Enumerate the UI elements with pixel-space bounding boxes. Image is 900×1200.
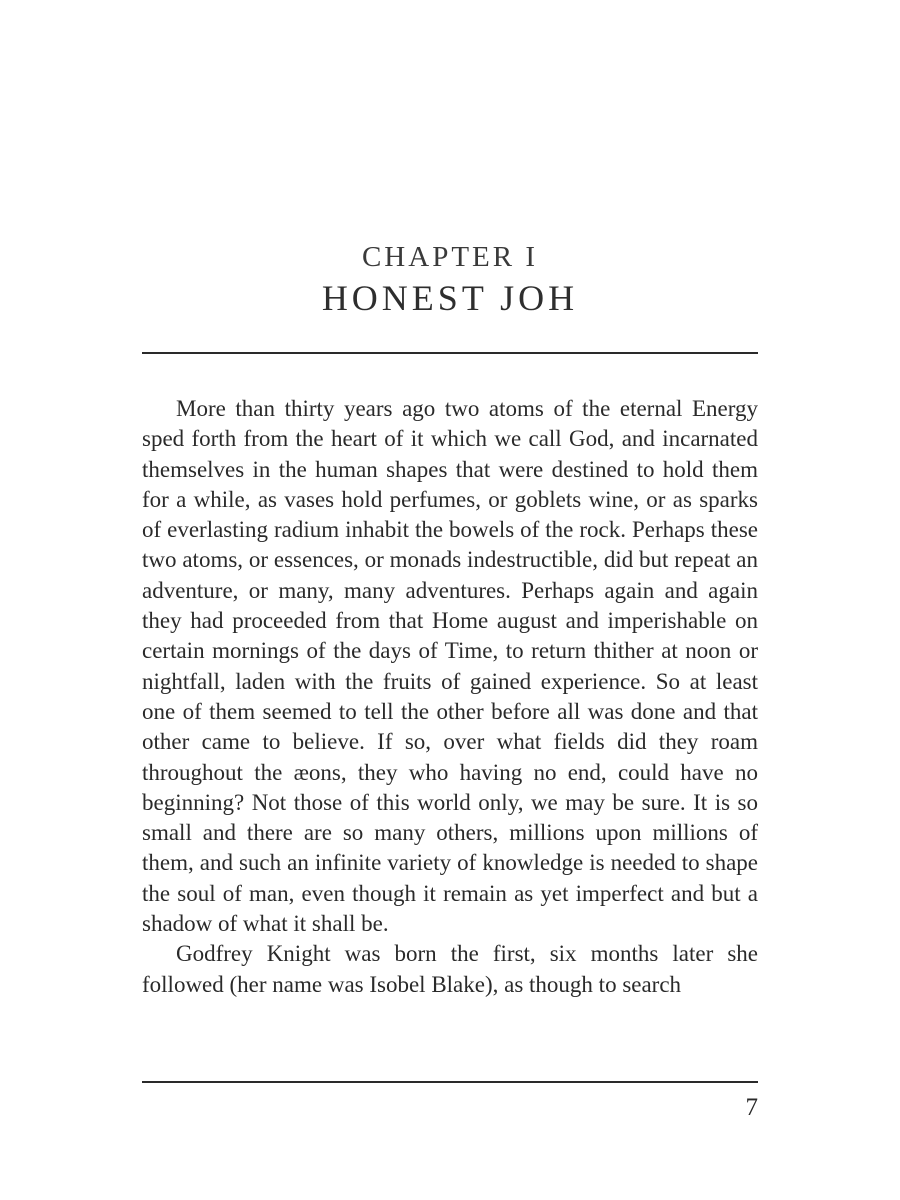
- body-text: [142, 394, 758, 1000]
- chapter-title: HONEST JOH: [321, 278, 579, 318]
- paragraph-2: Godfrey Knight was born the first, six months later she followed (her name was Isobel Blake), as though to search: [142, 941, 758, 997]
- chapter-number: CHAPTER I: [361, 241, 539, 273]
- paragraph-1: More than thirty years ago two atoms of the eternal Energy sped forth from the heart of it which we call God, and incarnated themselves in the human shapes that were destined to hold them for a while, as vases hold perfumes, or goblets wine, or as sparks of everlasting radium inhabit the bowels of the rock. Perhaps these two atoms, or essences, or monads indestructible, did but repeat an adventure, or many, many adventures. Perhaps again and again they had proceeded from that Home august and imperishable on certain mornings of the days of Time, to return thither at noon or nightfall, laden with the fruits of gained experience. So at least one of them seemed to tell the other before all was done and that other came to believe. If so, over what fields did they roam throughout the æons, they who having no end, could have no beginning? Not those of this world only, we may be sure. It is so small and there are so many others, millions upon millions of them, and such an infinite variety of knowledge is needed to shape the soul of man, even though it remain as yet imperfect and but a shadow of what it shall be.: [142, 396, 758, 937]
- page-number: 7: [745, 1094, 758, 1121]
- chapter-heading: [0, 238, 900, 320]
- bottom-divider: [142, 1081, 758, 1083]
- top-divider: [142, 352, 758, 354]
